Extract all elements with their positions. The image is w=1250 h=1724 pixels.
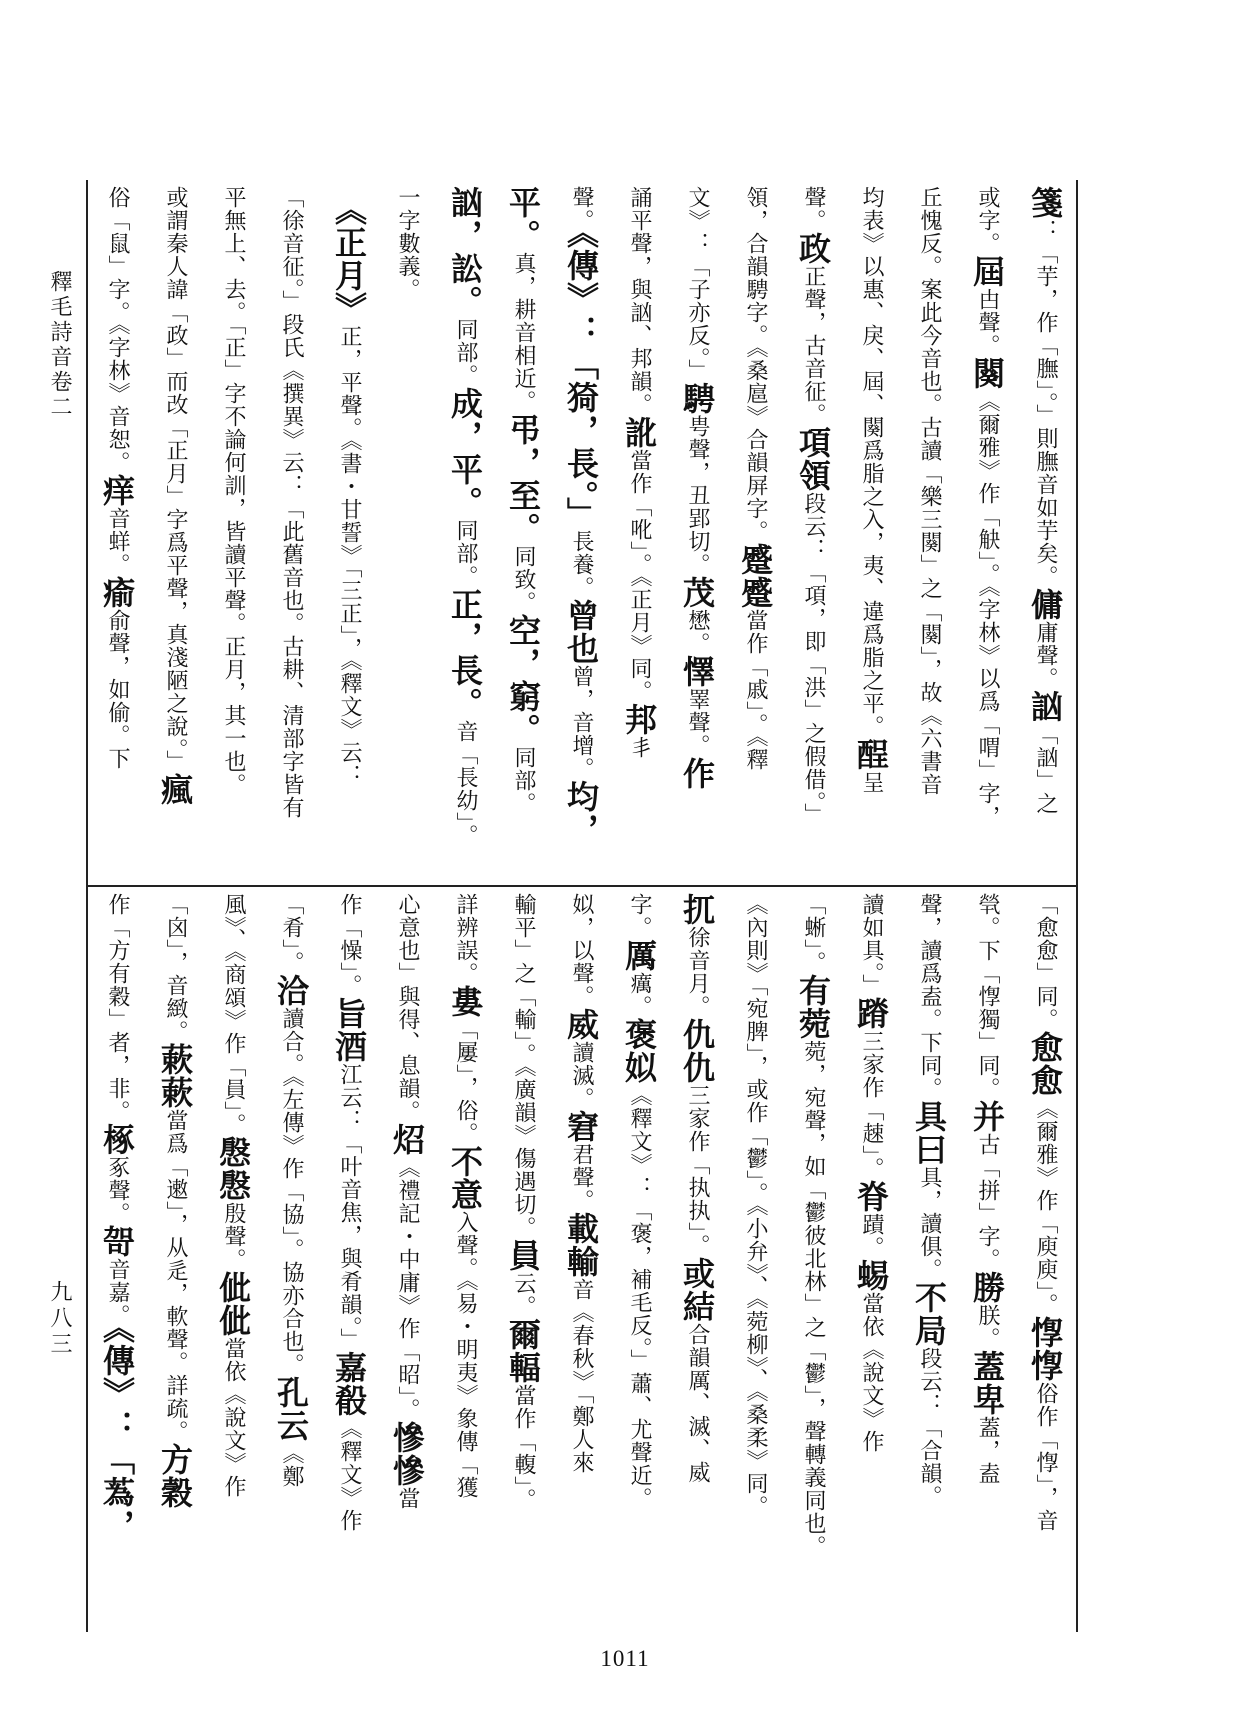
- text-column: [320, 893, 378, 1628]
- page-number: 1011: [600, 1646, 650, 1671]
- annotation-text: 君聲。: [569, 1143, 594, 1212]
- annotation-text: 當作「吪」。《正月》同。: [627, 449, 652, 703]
- text-column: [494, 893, 552, 1628]
- annotation-text: 誦平聲，與訩、邦韻。: [627, 186, 652, 416]
- text-column: [436, 186, 494, 876]
- annotation-text: 合韻厲、滅、威: [685, 1323, 710, 1484]
- headword-text: 孔云: [272, 1376, 310, 1442]
- headword-text: 作: [678, 757, 716, 790]
- text-column: [610, 893, 668, 1628]
- text-column: [1016, 893, 1074, 1628]
- annotation-text: 《內則》「宛脾」，或作「鬱」。《小弁》、《菀柳》、《桑柔》同。: [743, 893, 768, 1518]
- annotation-text: 江云：「叶音焦，與肴韻。」: [337, 1063, 362, 1351]
- annotation-text: 煢。下「惸獨」同。: [975, 893, 1000, 1100]
- annotation-text: 音《春秋》「鄭人來: [569, 1278, 594, 1474]
- annotation-text: 「愈愈」同。: [1033, 893, 1058, 1031]
- headword-text: 蹙蹙: [736, 543, 774, 609]
- annotation-text: 輸平」之「輸」。《廣韻》傷遇切。: [511, 893, 536, 1239]
- text-column: [204, 186, 262, 876]
- annotation-text: 當依《說文》作: [221, 1337, 246, 1498]
- annotation-text: 音蛘。: [105, 507, 130, 576]
- annotation-text: 正，平聲。《書・甘誓》「三正」，《釋文》云：: [337, 325, 362, 787]
- text-column: [552, 893, 610, 1628]
- annotation-text: 癘。: [627, 972, 652, 1018]
- headword-text: 載輸: [562, 1212, 600, 1278]
- headword-text: 瘋: [156, 773, 194, 806]
- headword-text: 闋: [968, 357, 1006, 390]
- annotation-text: 正聲，古音征。: [801, 265, 826, 426]
- text-column: [552, 186, 610, 876]
- text-column: [610, 186, 668, 876]
- text-column: [262, 893, 320, 1628]
- text-column: [1016, 186, 1074, 876]
- left-border-line: [86, 180, 88, 1632]
- annotation-text: 《釋文》作: [337, 1417, 362, 1532]
- headword-text: 懌: [678, 655, 716, 688]
- text-column: [494, 186, 552, 876]
- headword-text: 嘉殽: [330, 1351, 368, 1417]
- text-column: [842, 893, 900, 1628]
- headword-text: 婁: [446, 985, 484, 1018]
- headword-text: 愈愈: [1026, 1031, 1064, 1097]
- annotation-text: 俗作「惸」，音: [1033, 1382, 1058, 1532]
- headword-text: 空，窮。: [504, 614, 542, 746]
- annotation-text: 徐音月。: [685, 926, 710, 1018]
- annotation-text: 讀如具。」: [859, 893, 884, 997]
- text-column: [436, 893, 494, 1628]
- headword-text: 椓: [98, 1123, 136, 1156]
- annotation-text: 音嘉。: [105, 1258, 130, 1327]
- headword-text: 項領: [794, 426, 832, 492]
- headword-text: 弔，至。: [504, 413, 542, 545]
- annotation-text: 殷聲。: [221, 1202, 246, 1271]
- annotation-text: 同部。: [453, 519, 478, 588]
- annotation-text: 俞聲，如偷。下: [105, 609, 130, 770]
- annotation-text: 《爾雅》作「庾庾」。: [1033, 1097, 1058, 1316]
- annotation-text: 聲。: [801, 186, 826, 232]
- lower-text-block: [94, 893, 1074, 1628]
- headword-text: 仇仇: [678, 1018, 716, 1084]
- annotation-text: 平無上、去。「正」字不論何訓，皆讀平聲。正月，其一也。: [221, 186, 246, 796]
- headword-text: 具曰: [910, 1100, 948, 1166]
- headword-text: 厲: [620, 939, 658, 972]
- headword-text: 平。: [504, 186, 542, 252]
- annotation-text: 《釋文》：「褒，補毛反。」蕭、尤聲近。: [627, 1084, 652, 1510]
- annotation-text: 豖聲。: [105, 1156, 130, 1225]
- annotation-text: 均表》以惠、戾、屆、闋爲脂之入，夷、違爲脂之平。: [859, 186, 884, 738]
- headword-text: 佌佌: [214, 1271, 252, 1337]
- headword-text: 脊: [852, 1180, 890, 1213]
- annotation-text: 同部。: [453, 318, 478, 387]
- text-column: [146, 186, 204, 876]
- annotation-text: 三家作「趚」。: [859, 1030, 884, 1180]
- text-column: [900, 186, 958, 876]
- annotation-text: 姒，以聲。: [569, 893, 594, 1008]
- annotation-text: 云。: [511, 1272, 536, 1318]
- text-column: [378, 893, 436, 1628]
- headword-text: 哿: [98, 1225, 136, 1258]
- headword-text: 茂: [678, 576, 716, 609]
- annotation-text: 一字數義。: [395, 186, 420, 301]
- annotation-text: 睪聲。: [685, 688, 710, 757]
- headword-text: 褒姒: [620, 1018, 658, 1084]
- headword-text: 邦: [620, 703, 658, 736]
- headword-text: 騁: [678, 382, 716, 415]
- headword-text: 并: [968, 1100, 1006, 1133]
- running-title: 釋毛詩音卷二: [47, 270, 72, 420]
- annotation-text: 當爲「遫」，从辵，軟聲。詳疏。: [163, 1109, 188, 1443]
- headword-text: 屆: [968, 255, 1006, 288]
- annotation-text: 當: [395, 1487, 420, 1510]
- headword-text: 傭: [1026, 588, 1064, 621]
- annotation-text: 呈: [859, 771, 884, 794]
- headword-text: 員: [504, 1239, 542, 1272]
- text-column: [726, 893, 784, 1628]
- annotation-text: 蹟。: [859, 1213, 884, 1259]
- annotation-text: 真，耕音相近。: [511, 252, 536, 413]
- text-column: [958, 893, 1016, 1628]
- annotation-text: 懋。: [685, 609, 710, 655]
- annotation-text: 風》、《商頌》作「員」。: [221, 893, 246, 1136]
- headword-text: 《傳》：「蒍，: [98, 1327, 136, 1542]
- annotation-text: 丯: [627, 736, 652, 759]
- text-column: [726, 186, 784, 876]
- annotation-text: 「屢」，俗。: [453, 1018, 478, 1145]
- annotation-text: 《禮記・中庸》作「昭」。: [395, 1156, 420, 1421]
- annotation-text: 作「懆」。: [337, 893, 362, 997]
- annotation-text: 同致。: [511, 545, 536, 614]
- upper-text-block: [94, 186, 1074, 876]
- annotation-text: 甹聲，丑郢切。: [685, 415, 710, 576]
- annotation-text: 作「方有穀」者，非。: [105, 893, 130, 1123]
- text-column: [958, 186, 1016, 876]
- text-column: [668, 893, 726, 1628]
- text-column: [784, 893, 842, 1628]
- headword-text: 《傳》：「猗，長。」: [562, 232, 600, 530]
- headword-text: 成，平。: [446, 387, 484, 519]
- text-column: [900, 893, 958, 1628]
- annotation-text: 「蜥」。: [801, 893, 826, 974]
- annotation-text: 菀，宛聲，如「鬱彼北林」之「鬱」，聲轉義同也。: [801, 1040, 826, 1558]
- annotation-text: 「囟」，音緻。: [163, 893, 188, 1043]
- text-column: [204, 893, 262, 1628]
- text-column: [146, 893, 204, 1628]
- annotation-text: 領，合韻騁字。《桑扈》合韻屏字。: [743, 186, 768, 543]
- text-column: [320, 186, 378, 876]
- headword-text: 不局: [910, 1281, 948, 1347]
- headword-text: 痒: [98, 474, 136, 507]
- text-column: [668, 186, 726, 876]
- page-number-chinese: 九八三: [47, 1280, 72, 1358]
- annotation-text: 俗「鼠」字。《字林》音恕。: [105, 186, 130, 474]
- annotation-text: 「徐音征。」段氏《撰異》云：「此舊音也。古耕、清部字皆有: [279, 186, 304, 819]
- headword-text: 惸惸: [1026, 1316, 1064, 1382]
- annotation-text: 心意也」與得、息韻。: [395, 893, 420, 1123]
- annotation-text: 音「長幼」。: [453, 720, 478, 847]
- annotation-text: 或字。: [975, 186, 1000, 255]
- annotation-text: 「訩」之: [1033, 723, 1058, 815]
- annotation-text: 或謂秦人諱「政」而改「正月」字爲平聲，真淺陋之說。」: [163, 186, 188, 773]
- right-border-line: [1076, 180, 1078, 1632]
- annotation-text: 三家作「执执」。: [685, 1084, 710, 1257]
- annotation-text: ：「芋，作「膴」。」則膴音如芋矣。: [1033, 219, 1058, 588]
- annotation-text: 具，讀俱。: [917, 1166, 942, 1281]
- annotation-text: 蓋，盍: [975, 1416, 1000, 1485]
- annotation-text: 曾，音增。: [569, 665, 594, 780]
- headword-text: 爾輻: [504, 1318, 542, 1384]
- headword-text: 有菀: [794, 974, 832, 1040]
- headword-text: 勝: [968, 1271, 1006, 1304]
- headword-text: 洽: [272, 974, 310, 1007]
- annotation-text: 《鄭: [279, 1442, 304, 1488]
- text-column: [842, 186, 900, 876]
- annotation-text: 古「拼」字。: [975, 1133, 1000, 1271]
- text-column: [378, 186, 436, 876]
- headword-text: 不意: [446, 1145, 484, 1211]
- annotation-text: 讀合。《左傳》作「協」。協亦合也。: [279, 1007, 304, 1376]
- text-column: [94, 186, 146, 876]
- headword-text: 曾也: [562, 599, 600, 665]
- annotation-text: 段云：「項，即「洪」之假借。」: [801, 492, 826, 826]
- headword-text: 旨酒: [330, 997, 368, 1063]
- annotation-text: 當作「戚」。《釋: [743, 609, 768, 771]
- annotation-text: 入聲。《易・明夷》象傳「獲: [453, 1211, 478, 1499]
- headword-text: 蜴: [852, 1259, 890, 1292]
- headword-text: 蔌蔌: [156, 1043, 194, 1109]
- headword-text: 均，: [562, 780, 600, 846]
- annotation-text: 讀滅。: [569, 1041, 594, 1110]
- headword-text: 瘉: [98, 576, 136, 609]
- headword-text: 扤: [678, 893, 716, 926]
- headword-text: 炤: [388, 1123, 426, 1156]
- annotation-text: 聲，讀爲盍。下同。: [917, 893, 942, 1100]
- text-column: [262, 186, 320, 876]
- text-column: [784, 186, 842, 876]
- annotation-text: 聲。: [569, 186, 594, 232]
- headword-text: 酲: [852, 738, 890, 771]
- annotation-text: 文》：「子亦反。」: [685, 186, 710, 382]
- annotation-text: 丘愧反。案此今音也。古讀「樂三闋」之「闋」，故《六書音: [917, 186, 942, 796]
- headword-text: 箋: [1026, 186, 1064, 219]
- annotation-text: 當作「輹」。: [511, 1384, 536, 1511]
- headword-text: 慘慘: [388, 1421, 426, 1487]
- annotation-text: [337, 186, 362, 209]
- headword-text: 《正月》: [330, 209, 368, 325]
- annotation-text: 庸聲。: [1033, 621, 1058, 690]
- headword-text: 訩，訟。: [446, 186, 484, 318]
- text-column: [94, 893, 146, 1628]
- headword-text: 方穀: [156, 1443, 194, 1509]
- headword-text: 蓋卑: [968, 1350, 1006, 1416]
- headword-text: 威: [562, 1008, 600, 1041]
- annotation-text: 當依《說文》作: [859, 1292, 884, 1453]
- annotation-text: 同部。: [511, 746, 536, 815]
- annotation-text: 朕。: [975, 1304, 1000, 1350]
- annotation-text: 長養。: [569, 530, 594, 599]
- headword-text: 政: [794, 232, 832, 265]
- annotation-text: 段云：「合韻。: [917, 1347, 942, 1508]
- headword-text: 訩: [1026, 690, 1064, 723]
- middle-divider-line: [86, 885, 1078, 887]
- headword-text: 或結: [678, 1257, 716, 1323]
- annotation-text: 詳辨誤。: [453, 893, 478, 985]
- annotation-text: 「肴」。: [279, 893, 304, 974]
- headword-text: 窘: [562, 1110, 600, 1143]
- annotation-text: 甴聲。: [975, 288, 1000, 357]
- annotation-text: 字。: [627, 893, 652, 939]
- annotation-text: 《爾雅》作「觖」。《字林》以爲「喟」字，: [975, 390, 1000, 828]
- headword-text: 正，長。: [446, 588, 484, 720]
- headword-text: 訛: [620, 416, 658, 449]
- headword-text: 慇慇: [214, 1136, 252, 1202]
- headword-text: 蹐: [852, 997, 890, 1030]
